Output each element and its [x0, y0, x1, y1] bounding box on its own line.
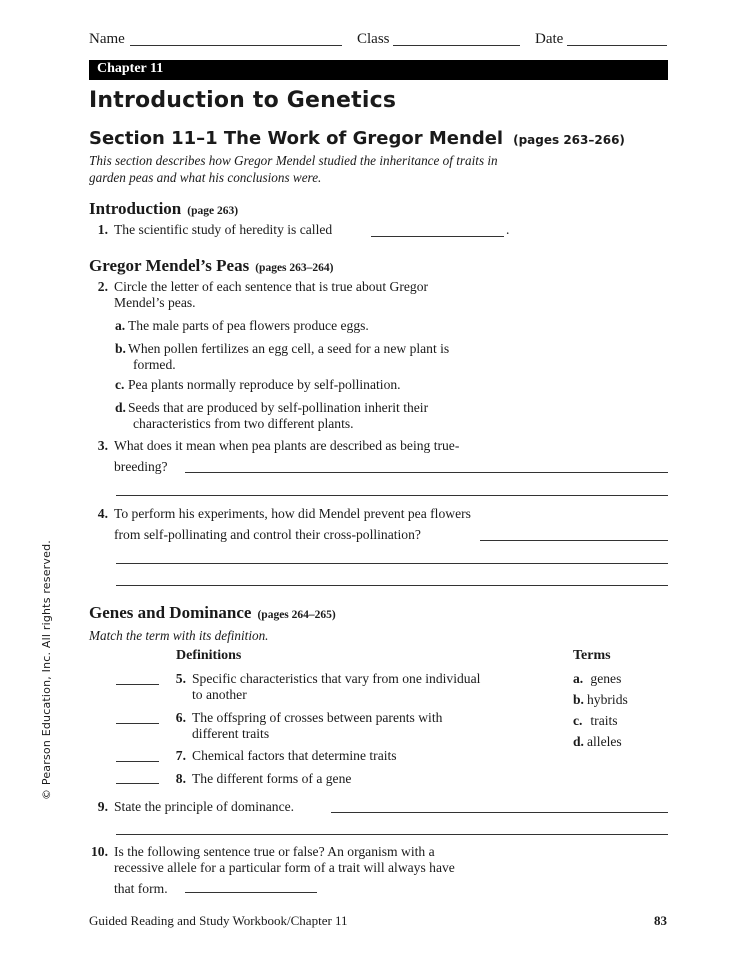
term-d: [573, 734, 622, 750]
term-letter: a.: [573, 671, 584, 686]
option-text: formed.: [133, 357, 176, 372]
answer-line-10[interactable]: [185, 892, 317, 893]
section-intro: [89, 152, 498, 186]
question-text: recessive allele for a particular form of a trait will always have: [114, 860, 455, 875]
answer-line-4b[interactable]: [116, 563, 668, 564]
question-number: 10.: [91, 844, 108, 859]
term-letter: c.: [573, 713, 583, 728]
page-title: Introduction to Genetics: [89, 88, 397, 113]
terms-heading: Terms: [573, 648, 611, 663]
option-letter: a.: [115, 318, 126, 333]
definition-text: Chemical factors that determine traits: [192, 748, 397, 763]
chapter-bar: [89, 60, 668, 80]
definition-6: [170, 710, 442, 742]
term-b: [573, 692, 628, 708]
question-number: 1.: [97, 222, 108, 237]
copyright-notice: © Pearson Education, Inc. All rights reserved.: [40, 540, 53, 800]
definition-7: [170, 748, 397, 764]
footer-title: Guided Reading and Study Workbook/Chapter 11: [89, 913, 348, 928]
question-text: that form.: [114, 881, 168, 896]
date-label: Date: [535, 31, 564, 47]
peas-heading: [89, 256, 333, 276]
definition-8: [170, 771, 351, 787]
answer-line-9b[interactable]: [116, 834, 668, 835]
option-letter: b.: [115, 341, 126, 356]
term-text: alleles: [587, 734, 622, 749]
match-blank-5[interactable]: [116, 684, 159, 685]
definitions-heading: Definitions: [176, 648, 242, 663]
term-c: [573, 713, 618, 729]
definition-text: The offspring of crosses between parents with: [192, 710, 443, 725]
term-letter: d.: [573, 734, 584, 749]
question-4: [90, 506, 471, 543]
option-text: When pollen fertilizes an egg cell, a seed for a new plant is: [128, 341, 450, 356]
question-10: [90, 844, 455, 897]
answer-line-4a[interactable]: [480, 540, 668, 541]
class-label: Class: [357, 31, 390, 47]
question-text: State the principle of dominance.: [114, 799, 295, 814]
definition-number: 6.: [175, 710, 186, 725]
term-text: traits: [590, 713, 618, 728]
answer-line-1[interactable]: [371, 236, 504, 237]
answer-line-9a[interactable]: [331, 812, 668, 813]
term-text: hybrids: [587, 692, 628, 707]
heading-pages: (pages 263–264): [255, 262, 334, 274]
question-text: To perform his experiments, how did Mendel prevent pea flowers: [114, 506, 471, 521]
heading-text: Genes and Dominance: [89, 603, 252, 622]
term-letter: b.: [573, 692, 584, 707]
heading-text: Introduction: [89, 199, 182, 218]
intro-line: garden peas and what his conclusions were.: [89, 170, 322, 185]
option-b[interactable]: [115, 341, 449, 373]
question-3: [90, 438, 459, 475]
definition-text: different traits: [192, 726, 270, 741]
section-pages: (pages 263–266): [513, 133, 625, 147]
definition-number: 7.: [175, 748, 186, 763]
heading-pages: (pages 264–265): [257, 609, 336, 621]
question-text: Mendel’s peas.: [114, 295, 196, 310]
term-text: genes: [590, 671, 622, 686]
question-number: 2.: [97, 279, 108, 294]
question-text: The scientific study of heredity is called: [114, 222, 333, 237]
definition-text: to another: [192, 687, 247, 702]
match-instruction: Match the term with its definition.: [89, 628, 269, 643]
answer-line-3b[interactable]: [116, 495, 668, 496]
name-field[interactable]: [130, 45, 342, 46]
match-blank-7[interactable]: [116, 761, 159, 762]
question-9: [90, 799, 294, 815]
answer-line-4c[interactable]: [116, 585, 668, 586]
definition-number: 5.: [175, 671, 186, 686]
option-d[interactable]: [115, 400, 428, 432]
class-field[interactable]: [393, 45, 520, 46]
definition-text: Specific characteristics that vary from one individual: [192, 671, 481, 686]
question-number: 4.: [97, 506, 108, 521]
definition-text: The different forms of a gene: [192, 771, 352, 786]
match-blank-8[interactable]: [116, 783, 159, 784]
chapter-label: Chapter 11: [97, 61, 164, 76]
section-title: Section 11–1 The Work of Gregor Mendel: [89, 128, 504, 149]
page-number: 83: [654, 913, 667, 928]
answer-line-3a[interactable]: [185, 472, 668, 473]
question-text: Circle the letter of each sentence that is true about Gregor: [114, 279, 429, 294]
intro-line: This section describes how Gregor Mendel studied the inheritance of traits in: [89, 153, 498, 168]
term-a: [573, 671, 621, 687]
question-text: Is the following sentence true or false? An organism with a: [114, 844, 435, 859]
match-blank-6[interactable]: [116, 723, 159, 724]
option-text: The male parts of pea flowers produce eggs.: [128, 318, 369, 333]
definition-number: 8.: [175, 771, 186, 786]
name-label: Name: [89, 31, 125, 47]
section-heading: [89, 128, 625, 149]
question-text: breeding?: [114, 459, 168, 474]
heading-pages: (page 263): [187, 205, 239, 217]
question-1: [90, 222, 332, 238]
option-c[interactable]: [115, 377, 401, 393]
question-2: [90, 279, 428, 311]
introduction-heading: [89, 199, 238, 219]
question-text: from self-pollinating and control their cross-pollination?: [114, 527, 421, 542]
question-number: 9.: [97, 799, 108, 814]
genes-heading: [89, 603, 336, 623]
option-a[interactable]: [115, 318, 369, 334]
option-letter: c.: [115, 377, 125, 392]
date-field[interactable]: [567, 45, 667, 46]
definition-5: [170, 671, 480, 703]
question-number: 3.: [97, 438, 108, 453]
heading-text: Gregor Mendel’s Peas: [89, 256, 250, 275]
period: .: [506, 222, 510, 237]
option-letter: d.: [115, 400, 126, 415]
question-text: What does it mean when pea plants are described as being true-: [114, 438, 460, 453]
option-text: Pea plants normally reproduce by self-pollination.: [128, 377, 401, 392]
option-text: characteristics from two different plants.: [133, 416, 354, 431]
option-text: Seeds that are produced by self-pollination inherit their: [128, 400, 429, 415]
